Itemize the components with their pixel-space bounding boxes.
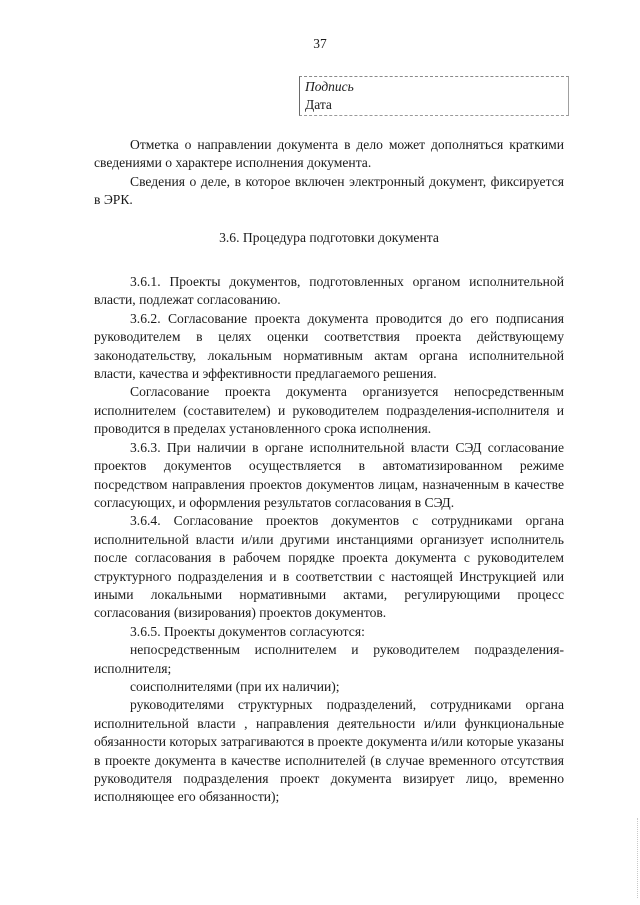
paragraph-3-6-3: 3.6.3. При наличии в органе исполнительной власти СЭД согласование проектов документов осуществляется в автоматизированном режиме посредством направления проектов документов лицам, назначенным в качестве согласующих, и оформления результатов согласования в СЭД. xyxy=(94,439,564,510)
paragraph-case-info: Сведения о деле, в которое включен электронный документ, фиксируется в ЭРК. xyxy=(94,173,564,208)
list-item-direct-executor: непосредственным исполнителем и руководителем подразделения-исполнителя; xyxy=(94,642,564,676)
paragraph-3-6-2: 3.6.2. Согласование проекта документа проводится до его подписания руководителем в целях оценки соответствия проекта действующему законодательству, локальным нормативным актам органа исполнительной власти, качества и эффективности предлагаемого решения. xyxy=(94,310,564,382)
stamp-date-label: Дата xyxy=(305,97,332,112)
page-number: 37 xyxy=(313,36,327,51)
scan-edge-marks xyxy=(635,818,638,898)
signature-stamp-box xyxy=(299,76,569,116)
paragraph-approval-organization: Согласование проекта документа организуется непосредственным исполнителем (составителем) и руководителем подразделения-исполнителя и проводится в пределах установленного срока исполнения. xyxy=(94,384,564,437)
section-heading: 3.6. Процедура подготовки документа xyxy=(219,229,439,245)
paragraph-3-6-4: 3.6.4. Согласование проектов документов с сотрудниками органа исполнительной власти и/или другими инстанциями организует исполнитель после согласования в рабочем порядке проекта документа с руководителем структурного подразделения и в соответствии с настоящей Инструкцией или иными локальными нормативными актами, регулирующими процесс согласования (визирования) проектов документов. xyxy=(94,513,564,621)
list-item-department-heads: руководителями структурных подразделений, сотрудниками органа исполнительной власти , направления деятельности и/или функциональные обязанности которых затрагиваются в проекте документа и/или которые указаны в проекте документа в качестве исполнителей (в случае временного отсутствия руководителя подразделения проект документа визирует лицо, временно исполняющее его обязанности); xyxy=(94,697,564,805)
list-item-co-executors: соисполнителями (при их наличии); xyxy=(130,678,340,694)
paragraph-filing-note: Отметка о направлении документа в дело может дополняться краткими сведениями о характере исполнения документа. xyxy=(94,137,564,171)
paragraph-3-6-5: 3.6.5. Проекты документов согласуются: xyxy=(130,623,365,639)
document-body xyxy=(94,136,564,807)
stamp-signature-label: Подпись xyxy=(305,79,354,94)
paragraph-3-6-1: 3.6.1. Проекты документов, подготовленных органом исполнительной власти, подлежат согласованию. xyxy=(94,274,564,308)
